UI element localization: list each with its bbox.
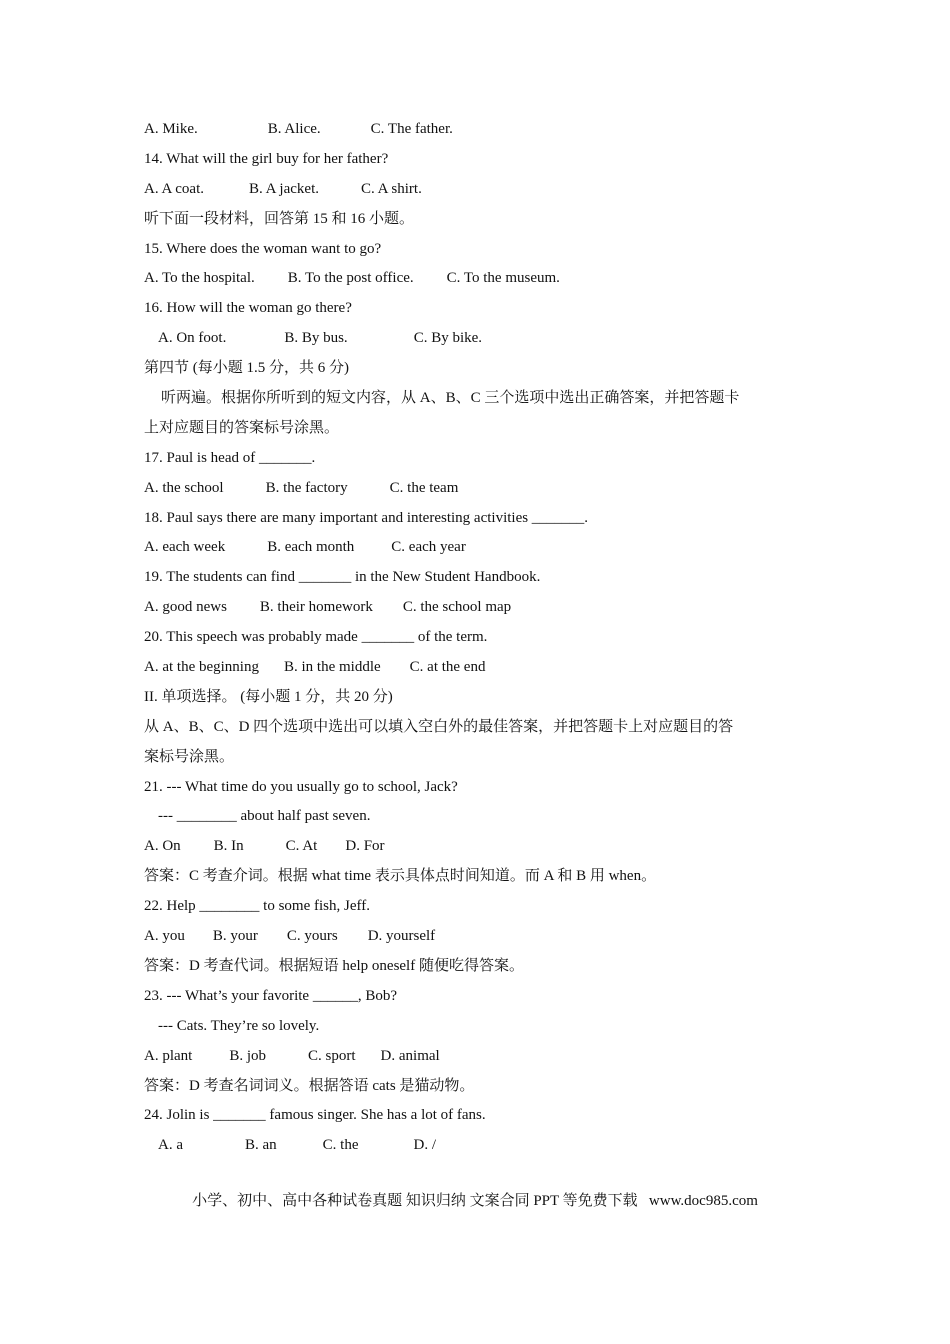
answer-option: C. sport [308,1047,356,1064]
answer-option: A. you [144,928,185,945]
answer-option: A. plant [144,1047,193,1064]
answer-option: B. your [212,928,258,945]
text-line: 听两遍。根据你所听到的短文内容，从 A、B、C 三个选项中选出正确答案，并把答题卡 [161,390,740,407]
text-line: 18. Paul says there are many important and interesting activities _______. [144,509,589,526]
answer-option: A. Mike. [144,121,198,137]
answer-option: B. In [213,838,244,855]
answer-options [144,324,824,354]
text-line: --- Cats. They’re so lovely. [158,1017,320,1034]
text-line: 19. The students can find _______ in the New Student Handbook. [144,569,541,586]
answer-options [144,832,824,862]
answer-options [144,474,824,504]
text-line: 23. --- What’s your favorite ______, Bob? [144,987,398,1004]
page-footer: 小学、初中、高中各种试卷真题 知识归纳 文案合同 PPT 等免费下载 www.doc985.com [192,1193,758,1209]
answer-option: B. the factory [265,479,348,496]
answer-option: C. The father. [370,121,453,137]
answer-option: A. at the beginning [144,659,259,676]
answer-option: C. each year [391,539,466,556]
answer-options [144,653,824,683]
text-line: 第四节 (每小题 1.5 分，共 6 分) [144,360,349,377]
answer-option: C. the school map [402,599,512,616]
answer-options [144,922,824,952]
text-line: 上对应题目的答案标号涂黑。 [144,419,340,436]
text-line: 答案：D 考查代词。根据短语 help oneself 随便吃得答案。 [144,957,524,974]
text-line: 听下面一段材料，回答第 15 和 16 小题。 [144,210,415,227]
answer-option: A. On foot. [158,330,227,347]
answer-option: A. On [144,838,181,855]
answer-option: C. By bike. [413,330,483,347]
answer-option: B. Alice. [267,121,321,137]
answer-options [144,1042,824,1072]
answer-option: B. in the middle [283,659,381,676]
text-line: 21. --- What time do you usually go to school, Jack? [144,778,458,795]
answer-option: B. an [245,1137,277,1154]
answer-option: A. A coat. [144,180,204,197]
answer-options [144,264,824,294]
text-line: 答案：D 考查名词词义。根据答语 cats 是猫动物。 [144,1077,475,1094]
answer-option: A. good news [144,599,227,616]
answer-option: C. the [322,1137,359,1154]
answer-option: C. To the museum. [446,270,560,287]
answer-option: C. At [285,838,318,855]
answer-options [144,533,824,563]
answer-option: B. By bus. [284,330,348,347]
text-line: 17. Paul is head of _______. [144,449,316,466]
answer-option: C. yours [286,928,338,945]
answer-option: B. job [229,1047,267,1064]
answer-options [144,175,824,205]
answer-option: B. each month [267,539,355,556]
text-line: 从 A、B、C、D 四个选项中选出可以填入空白外的最佳答案，并把答题卡上对应题目的答 [144,718,734,735]
text-line: --- ________ about half past seven. [158,808,371,825]
document-body [144,115,824,1161]
answer-options [144,593,824,623]
text-line: 20. This speech was probably made _______ of the term. [144,629,488,646]
answer-option: D. animal [380,1047,440,1064]
text-line: 16. How will the woman go there? [144,300,352,317]
answer-option: D. / [413,1137,437,1154]
answer-option: B. To the post office. [287,270,414,287]
text-line: 24. Jolin is _______ famous singer. She has a lot of fans. [144,1107,486,1124]
answer-option: B. their homework [259,599,373,616]
text-line: 22. Help ________ to some fish, Jeff. [144,898,370,915]
answer-options [144,1131,824,1161]
answer-option: A. a [158,1137,183,1154]
answer-option: C. the team [389,479,459,496]
answer-option: D. yourself [367,928,436,945]
text-line: 15. Where does the woman want to go? [144,240,382,257]
text-line: 答案：C 考查介词。根据 what time 表示具体点时间知道。而 A 和 B 用 when。 [144,868,657,885]
answer-option: B. A jacket. [249,180,319,197]
answer-option: D. For [345,838,385,855]
answer-option: C. at the end [409,659,486,676]
text-line: II. 单项选择。 (每小题 1 分，共 20 分) [144,688,393,705]
answer-option: C. A shirt. [361,180,422,197]
answer-options [144,115,824,145]
answer-option: A. To the hospital. [144,270,255,287]
answer-option: A. each week [144,539,226,556]
text-line: 14. What will the girl buy for her father? [144,150,389,167]
text-line: 案标号涂黑。 [144,748,235,765]
answer-option: A. the school [144,479,224,496]
